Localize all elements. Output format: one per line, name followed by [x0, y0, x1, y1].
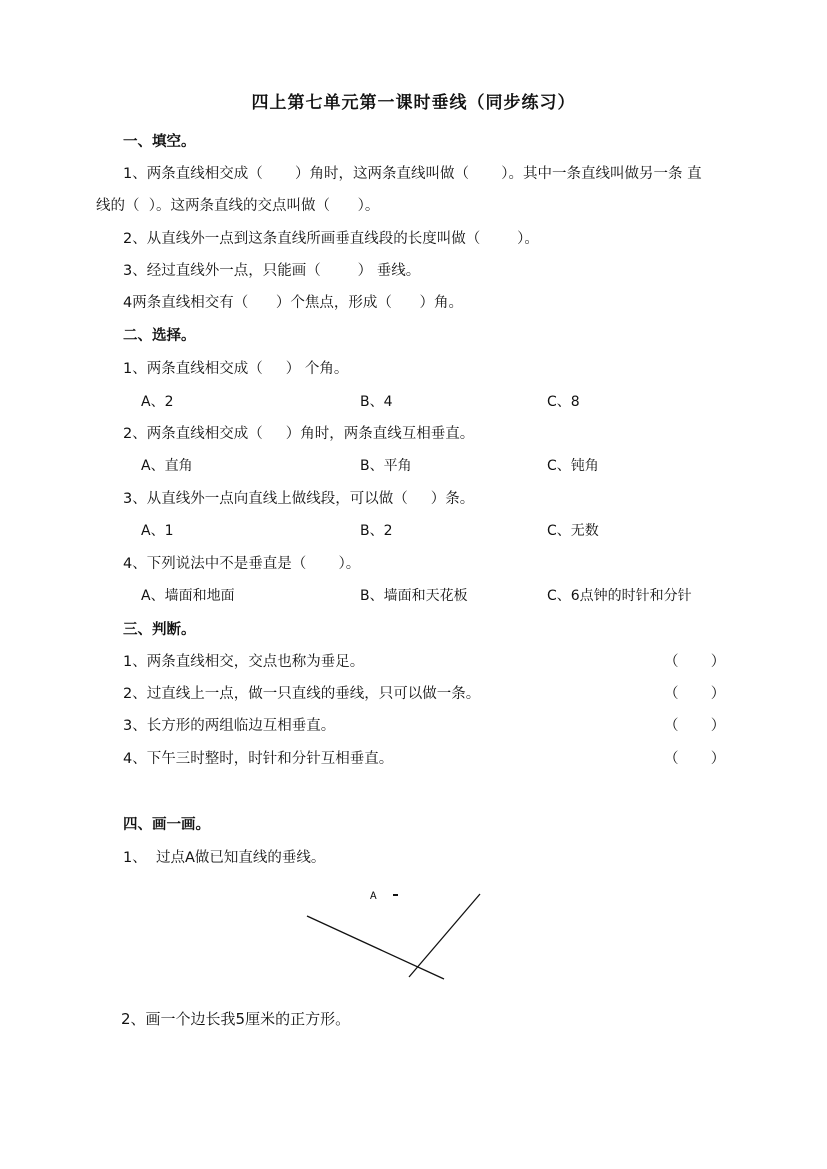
section-heading-fill-blank: 一、填空。 — [123, 134, 196, 150]
draw-question-2: 2、画一个边长我5厘米的正方形。 — [121, 1010, 351, 1028]
choice-question-4: 4、下列说法中不是垂直是（ ）。 — [123, 556, 361, 572]
choice-4-option-a: A、墙面和地面 — [141, 588, 235, 604]
second-line — [409, 894, 480, 977]
judge-answer-3[interactable]: （ ） — [664, 718, 726, 734]
fill-question-3: 3、经过直线外一点，只能画（ ） 垂线。 — [123, 263, 421, 279]
section-heading-draw: 四、画一画。 — [123, 817, 210, 833]
choice-4-option-c: C、6点钟的时针和分针 — [547, 588, 692, 604]
choice-4-option-b: B、墙面和天花板 — [360, 588, 468, 604]
judge-answer-1[interactable]: （ ） — [664, 654, 726, 670]
choice-question-2: 2、两条直线相交成（ ）角时，两条直线互相垂直。 — [123, 426, 475, 442]
choice-1-option-c: C、8 — [547, 394, 580, 410]
fill-question-1-line-1: 1、两条直线相交成（ ）角时，这两条直线叫做（ ）。其中一条直线叫做另一条 直 — [123, 166, 702, 182]
fill-question-2: 2、从直线外一点到这条直线所画垂直线段的长度叫做（ ）。 — [123, 231, 539, 247]
judge-item-2: 2、过直线上一点，做一只直线的垂线，只可以做一条。 — [123, 686, 481, 702]
choice-3-option-c: C、无数 — [547, 523, 599, 539]
fill-question-4: 4两条直线相交有（ ）个焦点，形成（ ）角。 — [123, 295, 464, 311]
section-heading-judge: 三、判断。 — [123, 622, 196, 638]
page-title: 四上第七单元第一课时垂线（同步练习） — [251, 93, 576, 113]
judge-item-3: 3、长方形的两组临边互相垂直。 — [123, 718, 336, 734]
choice-3-option-b: B、2 — [360, 523, 393, 539]
point-a-label: A — [370, 891, 377, 903]
choice-question-3: 3、从直线外一点向直线上做线段，可以做（ ）条。 — [123, 491, 475, 507]
fill-question-1-line-2: 线的（ ）。这两条直线的交点叫做（ ）。 — [96, 198, 380, 214]
section-heading-choice: 二、选择。 — [123, 328, 196, 344]
choice-question-1: 1、两条直线相交成（ ） 个角。 — [123, 361, 349, 377]
choice-1-option-b: B、4 — [360, 394, 393, 410]
judge-item-1: 1、两条直线相交，交点也称为垂足。 — [123, 654, 365, 670]
perpendicular-figure — [290, 880, 500, 990]
judge-answer-2[interactable]: （ ） — [664, 686, 726, 702]
judge-answer-4[interactable]: （ ） — [664, 751, 726, 767]
choice-2-option-c: C、钝角 — [547, 458, 599, 474]
draw-question-1: 1、 过点A做已知直线的垂线。 — [123, 850, 326, 866]
judge-item-4: 4、下午三时整时，时针和分针互相垂直。 — [123, 751, 394, 767]
given-line — [307, 916, 444, 979]
choice-3-option-a: A、1 — [141, 523, 174, 539]
choice-2-option-a: A、直角 — [141, 458, 193, 474]
choice-1-option-a: A、2 — [141, 394, 174, 410]
choice-2-option-b: B、平角 — [360, 458, 412, 474]
